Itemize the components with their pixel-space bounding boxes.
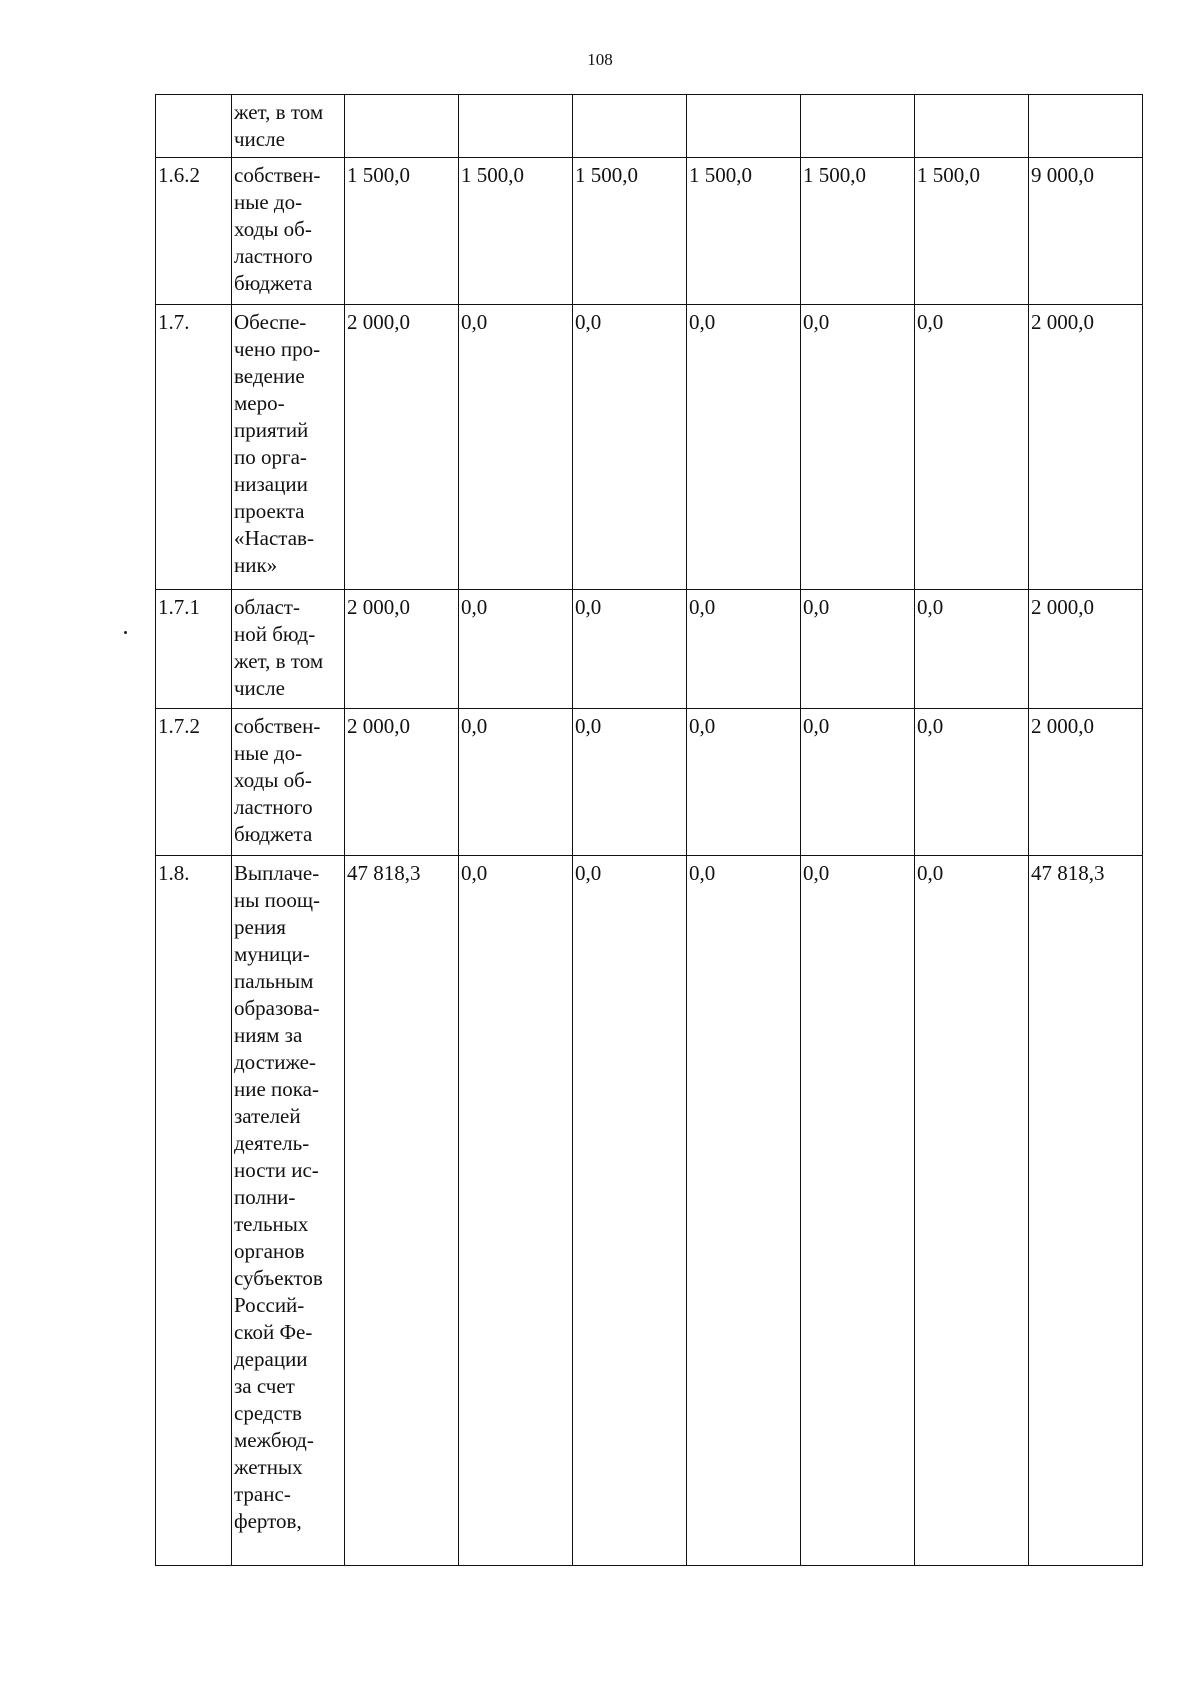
row-number-cell: 1.8. <box>156 856 232 1566</box>
value-cell <box>801 95 915 158</box>
row-description-cell: собствен- ные до- ходы об- ластного бюджета <box>232 709 345 856</box>
value-cell <box>915 95 1029 158</box>
scan-speck <box>124 631 127 634</box>
value-cell: 0,0 <box>573 709 687 856</box>
table-row <box>156 305 1143 590</box>
value-cell <box>459 95 573 158</box>
value-cell: 1 500,0 <box>459 158 573 305</box>
row-total-cell: 2 000,0 <box>1029 590 1143 709</box>
value-cell: 0,0 <box>687 305 801 590</box>
value-cell: 0,0 <box>801 856 915 1566</box>
page-number: 108 <box>587 50 613 69</box>
value-cell: 0,0 <box>687 856 801 1566</box>
value-cell: 0,0 <box>687 590 801 709</box>
table-row <box>156 158 1143 305</box>
value-cell: 0,0 <box>801 305 915 590</box>
value-cell: 1 500,0 <box>687 158 801 305</box>
value-cell: 0,0 <box>459 590 573 709</box>
value-cell: 1 500,0 <box>801 158 915 305</box>
row-description-cell: Выплаче- ны поощ- рения муници- пальным образова- ниям за достиже- ние пока- зателей деятель- ности ис- полни- тельных органов субъектов Россий- ской Фе- дерации за счет средств межбюд- жетных транс- фертов, <box>232 856 345 1566</box>
value-cell: 1 500,0 <box>915 158 1029 305</box>
value-cell: 0,0 <box>459 856 573 1566</box>
value-cell: 0,0 <box>573 305 687 590</box>
value-cell: 0,0 <box>573 590 687 709</box>
row-number-cell <box>156 95 232 158</box>
row-total-cell <box>1029 95 1143 158</box>
row-number-cell: 1.7. <box>156 305 232 590</box>
value-cell: 0,0 <box>915 709 1029 856</box>
value-cell <box>573 95 687 158</box>
value-cell: 1 500,0 <box>573 158 687 305</box>
budget-table <box>155 94 1143 1566</box>
value-cell: 0,0 <box>459 305 573 590</box>
value-cell <box>345 95 459 158</box>
value-cell: 0,0 <box>801 709 915 856</box>
row-description-cell: област- ной бюд- жет, в том числе <box>232 590 345 709</box>
row-description-cell: собствен- ные до- ходы об- ластного бюджета <box>232 158 345 305</box>
value-cell: 0,0 <box>915 305 1029 590</box>
row-total-cell: 2 000,0 <box>1029 305 1143 590</box>
row-number-cell: 1.7.1 <box>156 590 232 709</box>
value-cell: 0,0 <box>573 856 687 1566</box>
row-description-cell: Обеспе- чено про- ведение меро- приятий по орга- низации проекта «Настав- ник» <box>232 305 345 590</box>
table-row <box>156 856 1143 1566</box>
table-row <box>156 590 1143 709</box>
row-description-cell: жет, в том числе <box>232 95 345 158</box>
value-cell: 0,0 <box>801 590 915 709</box>
row-number-cell: 1.6.2 <box>156 158 232 305</box>
row-total-cell: 47 818,3 <box>1029 856 1143 1566</box>
value-cell: 0,0 <box>687 709 801 856</box>
value-cell: 2 000,0 <box>345 709 459 856</box>
row-total-cell: 2 000,0 <box>1029 709 1143 856</box>
value-cell: 2 000,0 <box>345 305 459 590</box>
table-row <box>156 709 1143 856</box>
row-number-cell: 1.7.2 <box>156 709 232 856</box>
value-cell: 0,0 <box>915 856 1029 1566</box>
value-cell: 2 000,0 <box>345 590 459 709</box>
row-total-cell: 9 000,0 <box>1029 158 1143 305</box>
value-cell: 47 818,3 <box>345 856 459 1566</box>
value-cell <box>687 95 801 158</box>
value-cell: 0,0 <box>459 709 573 856</box>
value-cell: 0,0 <box>915 590 1029 709</box>
value-cell: 1 500,0 <box>345 158 459 305</box>
table-row <box>156 95 1143 158</box>
